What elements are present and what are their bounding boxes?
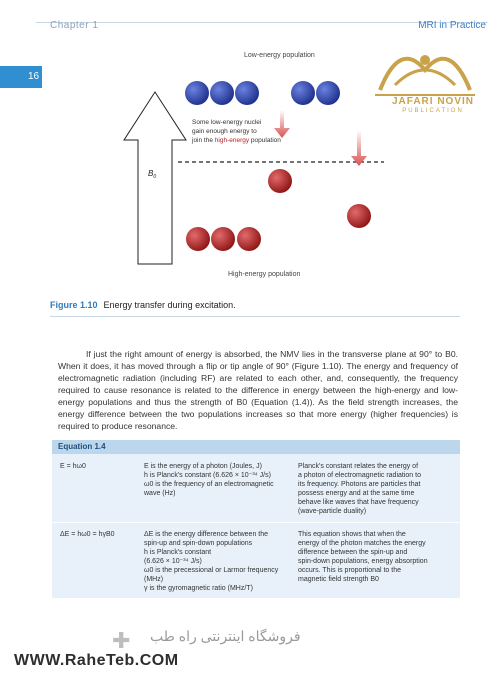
high-energy-label: High-energy population: [228, 271, 301, 278]
definition-line: wave (Hz): [144, 490, 176, 497]
definition-line: E is the energy of a photon (Joules, J): [144, 463, 262, 470]
note-line: occurs. This is proportional to the: [298, 567, 401, 574]
low-energy-nuclei: [185, 81, 340, 105]
definition-line: γ is the gyromagnetic ratio (MHz/T): [144, 585, 253, 592]
notes-2: [298, 530, 454, 584]
figure-number: Figure 1.10: [50, 300, 98, 310]
definition-line: h is Planck's constant: [144, 549, 212, 556]
equation-header: [52, 440, 460, 454]
definitions-1: [144, 462, 292, 498]
note-line: magnetic field strength B0: [298, 576, 379, 583]
low-energy-nucleus: [210, 81, 234, 105]
note-line: (wave-particle duality): [298, 508, 367, 515]
energy-transfer-figure: [0, 40, 500, 290]
store-name-persian: فروشگاه اینترنتی راه طب: [150, 628, 301, 644]
note-line: possess energy and at the same time: [298, 490, 415, 497]
high-energy-nuclei: [186, 169, 371, 251]
medical-cross-icon: ✚: [112, 628, 131, 653]
caption-divider: [50, 316, 460, 317]
figure-caption: [50, 300, 236, 310]
definition-line: ΔE is the energy difference between the: [144, 531, 269, 538]
body-paragraph: If just the right amount of energy is absorbed, the NMV lies in the transverse plane at 90° to B0. When it does, it has moved through a flip or tip angle of 90° (Figure 1.10). The energy and frequency of electromagnetic radiation (including RF) are related to each other, and, consequently, the frequency required to cause resonance is related to the difference in energy between the high-energy and low-energy populations and thus the strength of B0 (Equation (1.4)). As the field strength increases, the energy difference between the two populations increases so that more energy (higher frequencies) is required to produce resonance.: [58, 349, 458, 431]
page-number: 16: [28, 71, 40, 82]
low-energy-nucleus: [185, 81, 209, 105]
high-energy-nucleus: [211, 227, 235, 251]
publisher-sub: PUBLICATION: [402, 108, 464, 114]
low-energy-nucleus: [291, 81, 315, 105]
high-energy-nucleus: [347, 204, 371, 228]
note-line: Planck's constant relates the energy of: [298, 463, 419, 470]
store-url: WWW.RaheTeb.COM: [14, 652, 179, 669]
running-header: [0, 0, 500, 30]
definition-line: (6.626 × 10⁻³⁴ J/s): [144, 558, 202, 565]
b0-label: $B_0$: [148, 169, 157, 180]
low-energy-nucleus: [316, 81, 340, 105]
note-line: This equation shows that when the: [298, 531, 406, 538]
equation-row-separator: [52, 522, 460, 523]
definition-line: ω0 is the frequency of an electromagnetic: [144, 481, 274, 488]
high-energy-nucleus: [237, 227, 261, 251]
definition-line: (MHz): [144, 576, 164, 583]
note-line: spin-down populations, energy absorption: [298, 558, 428, 565]
note-line: energy of the photon matches the energy: [298, 540, 426, 547]
low-energy-label: Low-energy population: [244, 52, 315, 59]
definition-line: spin-up and spin-down populations: [144, 540, 253, 547]
gain-label-line1: Some low-energy nuclei: [192, 119, 262, 126]
low-energy-nucleus: [235, 81, 259, 105]
body-text: [58, 348, 458, 432]
gain-label-line2: gain enough energy to: [192, 128, 257, 135]
figure-caption-text: Energy transfer during excitation.: [103, 300, 236, 310]
note-line: its frequency. Photons are particles that: [298, 481, 421, 488]
publisher-name: JAFARI NOVIN: [391, 96, 474, 107]
formula-1: E = hω0: [60, 463, 86, 470]
high-energy-nucleus: [186, 227, 210, 251]
note-line: behave like waves that have frequency: [298, 499, 419, 506]
notes-1: [298, 462, 454, 516]
high-energy-nucleus: [268, 169, 292, 193]
definition-line: ω0 is the precessional or Larmor frequency: [144, 567, 279, 574]
book-title: MRI in Practice: [418, 20, 486, 31]
note-line: difference between the spin-up and: [298, 549, 408, 556]
excitation-arrow-icon: [351, 130, 367, 166]
note-line: a photon of electromagnetic radiation to: [298, 472, 421, 479]
definitions-2: [144, 530, 292, 593]
formula-2: ΔE = hω0 = hγB0: [60, 531, 115, 538]
chapter-label: Chapter 1: [50, 20, 99, 31]
equation-title: Equation 1.4: [58, 442, 106, 451]
gain-label-line3: join the high-energy population: [192, 137, 281, 144]
definition-line: h is Planck's constant (6.626 × 10⁻³⁴ J/s): [144, 472, 271, 479]
excitation-arrow-icon: [274, 110, 290, 138]
